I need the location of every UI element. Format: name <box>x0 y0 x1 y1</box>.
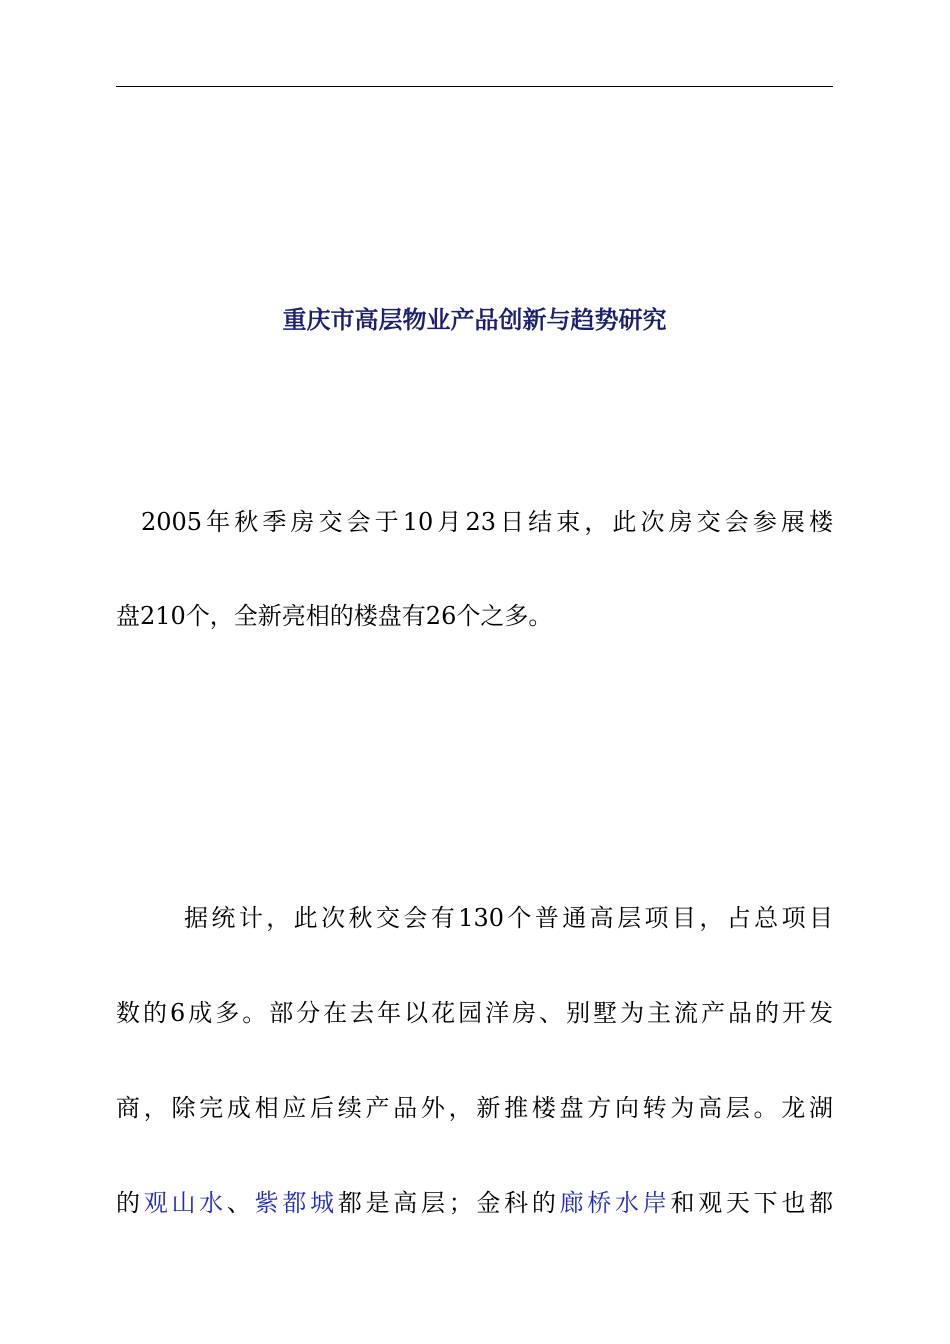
header-rule <box>116 86 833 87</box>
text-segment: 、 <box>226 1189 255 1217</box>
project-link-guanshanshui[interactable]: 观山水 <box>143 1189 227 1217</box>
paragraph-1-line-2: 盘210个，全新亮相的楼盘有26个之多。 <box>116 602 553 630</box>
paragraph-2-line-2: 数的6成多。部分在去年以花园洋房、别墅为主流产品的开发 <box>116 999 833 1027</box>
document-title: 重庆市高层物业产品创新与趋势研究 <box>282 306 667 334</box>
text-segment: 都是高层；金科的 <box>337 1189 560 1217</box>
paragraph-2 <box>116 898 833 1278</box>
paragraph-2-line-1: 据统计，此次秋交会有130个普通高层项目，占总项目 <box>184 904 833 932</box>
text-segment: 的 <box>116 1189 144 1217</box>
paragraph-1-line-1: 2005年秋季房交会于10月23日结束，此次房交会参展楼 <box>141 508 833 536</box>
paragraph-1 <box>116 502 833 690</box>
text-segment: 和观天下也都 <box>670 1189 834 1217</box>
project-link-langqiaoshuian[interactable]: 廊桥水岸 <box>559 1189 671 1217</box>
paragraph-2-line-3: 商，除完成相应后续产品外，新推楼盘方向转为高层。龙湖 <box>116 1094 833 1122</box>
project-link-ziducheng[interactable]: 紫都城 <box>254 1189 338 1217</box>
paragraph-2-line-4 <box>116 1183 833 1223</box>
